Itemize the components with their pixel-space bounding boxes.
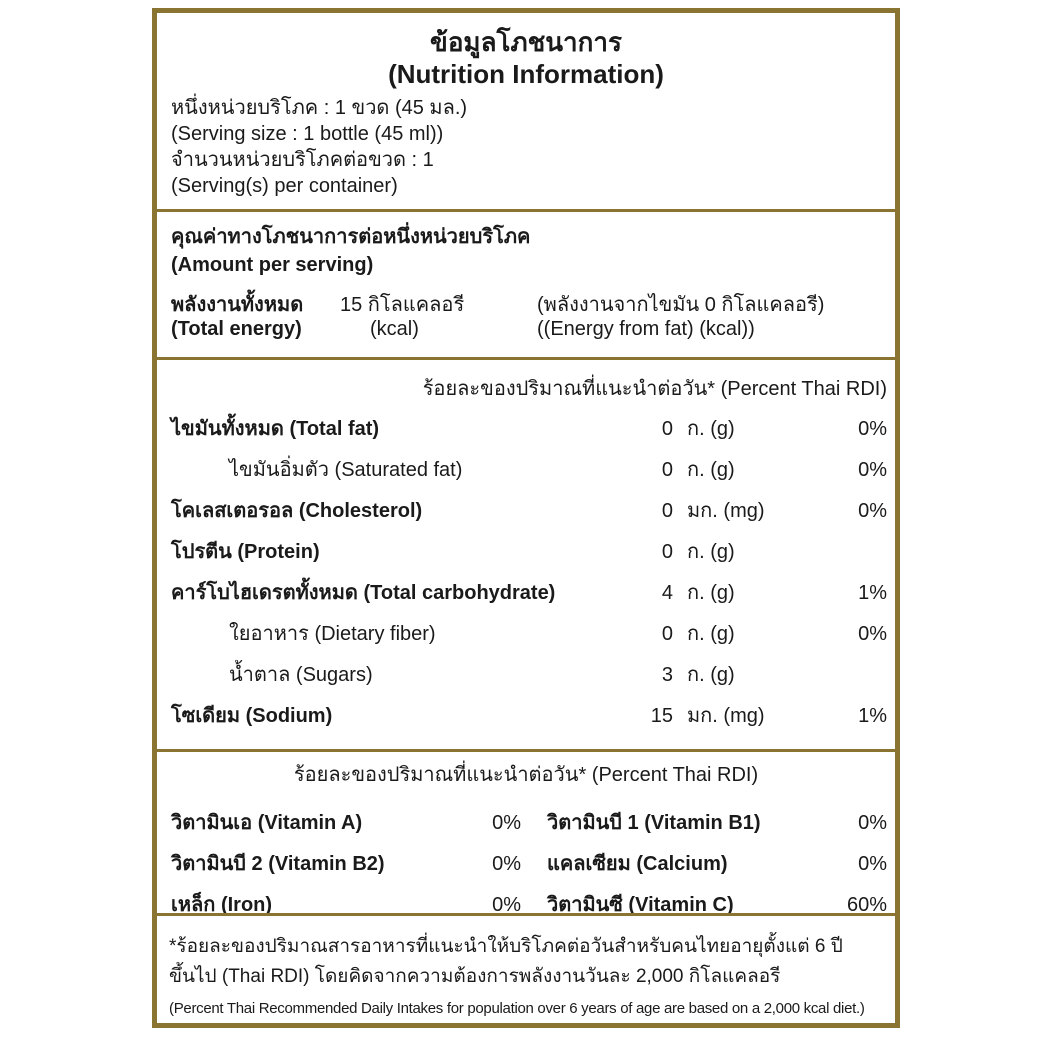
nutrient-rdi: 0% [858,459,887,481]
amount-section [157,209,895,357]
nutrient-unit: ก. (g) [687,623,735,645]
serving-size-thai: หนึ่งหน่วยบริโภค : 1 ขวด (45 มล.) [171,97,468,119]
nutrient-unit: มก. (mg) [687,705,765,727]
nutrient-name: โปรตีน (Protein) [171,541,320,563]
total-energy-value: 15 กิโลแคลอรี [340,294,465,316]
header-section [157,13,895,209]
amount-heading-thai: คุณค่าทางโภชนาการต่อหนึ่งหน่วยบริโภค [171,226,531,248]
vitamin-rdi: 0% [492,894,521,916]
vitamin-name: แคลเซียม (Calcium) [547,853,728,875]
nutrient-unit: ก. (g) [687,582,735,604]
nutrient-amount: 4 [661,582,673,604]
nutrient-unit: ก. (g) [687,418,735,440]
nutrient-amount: 0 [661,623,673,645]
nutrient-amount: 0 [661,459,673,481]
nutrient-unit: ก. (g) [687,541,735,563]
servings-per-container-english: (Serving(s) per container) [171,175,398,197]
nutrient-amount: 0 [661,500,673,522]
nutrient-rdi: 1% [858,705,887,727]
vitamin-rdi: 60% [846,894,887,916]
vitamins-section [157,749,895,916]
vitamin-name: วิตามินซี (Vitamin C) [547,894,734,916]
nutrient-rdi: 0% [858,623,887,645]
nutrient-rdi: 0% [858,500,887,522]
vitamin-name: เหล็ก (Iron) [171,894,273,916]
nutrient-amount: 0 [661,541,673,563]
nutrition-label [152,8,900,1028]
vitamin-name: วิตามินบี 2 (Vitamin B2) [171,853,385,875]
vitamin-rdi: 0% [858,853,887,875]
nutrient-name: ไขมันอิ่มตัว (Saturated fat) [229,459,463,481]
footnote-line-1: *ร้อยละของปริมาณสารอาหารที่แนะนำให้บริโภคต่อวันสำหรับคนไทยอายุตั้งแต่ 6 ปี [169,936,843,957]
serving-size-english: (Serving size : 1 bottle (45 ml)) [171,123,444,145]
vitamin-name: วิตามินเอ (Vitamin A) [171,812,363,834]
servings-per-container-thai: จำนวนหน่วยบริโภคต่อขวด : 1 [171,149,434,171]
nutrient-name: ใยอาหาร (Dietary fiber) [229,623,436,645]
title-english: (Nutrition Information) [388,59,664,89]
energy-from-fat-english: ((Energy from fat) (kcal)) [537,318,755,340]
nutrients-rdi-heading: ร้อยละของปริมาณที่แนะนำต่อวัน* (Percent Thai RDI) [422,378,887,400]
footnote-line-3: (Percent Thai Recommended Daily Intakes for population over 6 years of age are based on a 2,000 kcal diet.) [169,1000,865,1017]
nutrient-rdi: 0% [858,418,887,440]
vitamins-rdi-heading: ร้อยละของปริมาณที่แนะนำต่อวัน* (Percent Thai RDI) [293,764,759,786]
total-energy-unit: (kcal) [370,318,419,340]
nutrient-amount: 3 [661,664,673,686]
nutrient-rdi: 1% [858,582,887,604]
energy-from-fat-thai: (พลังงานจากไขมัน 0 กิโลแคลอรี) [537,294,825,316]
nutrient-unit: ก. (g) [687,664,735,686]
nutrient-name: โคเลสเตอรอล (Cholesterol) [171,500,423,522]
vitamin-rdi: 0% [492,853,521,875]
nutrient-name: คาร์โบไฮเดรตทั้งหมด (Total carbohydrate) [171,582,556,604]
vitamin-rdi: 0% [492,812,521,834]
vitamin-rdi: 0% [858,812,887,834]
nutrient-name: น้ำตาล (Sugars) [229,664,373,686]
vitamin-name: วิตามินบี 1 (Vitamin B1) [547,812,761,834]
nutrient-name: ไขมันทั้งหมด (Total fat) [171,418,380,440]
nutrient-unit: มก. (mg) [687,500,765,522]
footnote-line-2: ขึ้นไป (Thai RDI) โดยคิดจากความต้องการพลังงานวันละ 2,000 กิโลแคลอรี [169,966,781,987]
nutrient-amount: 0 [661,418,673,440]
nutrients-section [157,357,895,749]
nutrient-name: โซเดียม (Sodium) [171,705,333,727]
amount-heading-english: (Amount per serving) [171,254,374,276]
nutrient-unit: ก. (g) [687,459,735,481]
total-energy-english: (Total energy) [171,318,302,340]
footnote-section [157,913,895,1023]
nutrient-amount: 15 [650,705,673,727]
title-thai: ข้อมูลโภชนาการ [430,27,622,57]
total-energy-thai: พลังงานทั้งหมด [171,294,304,316]
